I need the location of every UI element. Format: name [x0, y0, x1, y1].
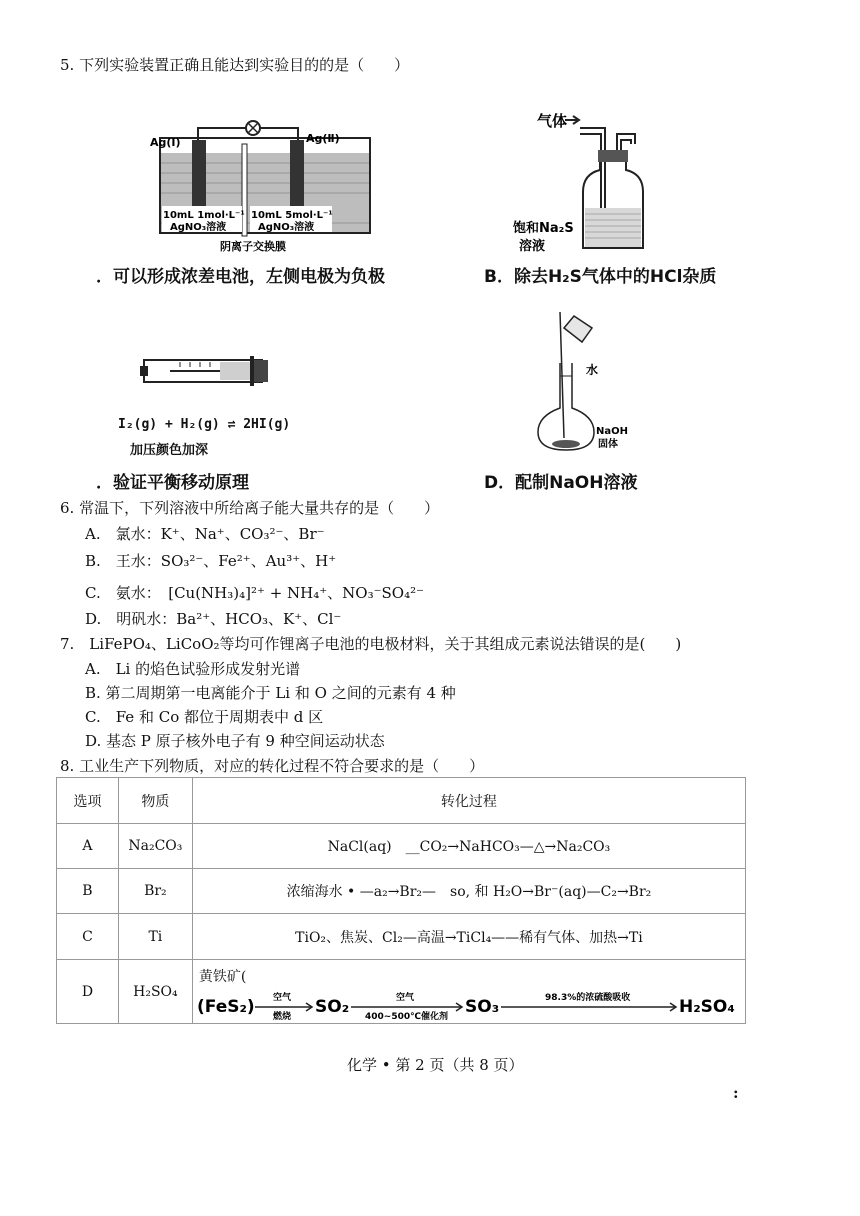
q5-d-caption: D．配制NaOH溶液 [484, 473, 638, 493]
row-d-substance: H₂SO₄ [118, 960, 192, 1024]
row-a-process: NaCl(aq) __CO₂→NaHCO₃—△→Na₂CO₃ [192, 824, 745, 869]
q7-option-d: D. 基态 P 原子核外电子有 9 种空间运动状态 [85, 732, 385, 750]
q5-b-solution-2: 溶液 [519, 239, 546, 254]
table-row [57, 960, 746, 1024]
q7-option-c: C. Fe 和 Co 都位于周期表中 d 区 [85, 708, 324, 726]
q6-option-d: D. 明矾水：Ba²⁺、HCO₃、K⁺、Cl⁻ [85, 610, 342, 628]
flow-arrow1-top: 空气 [272, 993, 291, 1003]
header-process: 转化过程 [192, 778, 745, 824]
q5-a-left-sol-2: AgNO₃溶液 [170, 222, 227, 233]
q5-b-figure [505, 108, 655, 258]
q5-c-syringe [140, 350, 280, 390]
row-d-process [192, 960, 745, 1024]
flow-arrow2-bottom: 400~500℃催化剂 [364, 1012, 448, 1022]
table-header-row [57, 778, 746, 824]
q5-c-equation: I₂(g) + H₂(g) ⇌ 2HI(g) [118, 417, 291, 432]
flow-arrow1-bottom: 燃烧 [272, 1012, 291, 1022]
flow-start: (FeS₂) [196, 997, 255, 1017]
row-d-flow [193, 988, 745, 1022]
row-b-substance: Br₂ [118, 869, 192, 914]
row-a-option: A [57, 824, 119, 869]
row-a-substance: Na₂CO₃ [118, 824, 192, 869]
q5-d-figure [530, 308, 640, 458]
q5-d-solid-1: NaOH [596, 426, 628, 437]
page-footer: 化学 • 第 2 页（共 8 页） [347, 1056, 524, 1074]
q5-c-note: 加压颜色加深 [130, 443, 209, 458]
flow-arrow3-top: 98.3%的浓硫酸吸收 [544, 993, 631, 1003]
flow-mid2: SO₃ [464, 997, 500, 1017]
q5-stem: 5. 下列实验装置正确且能达到实验目的的是（ ） [60, 56, 410, 74]
q6-option-b: B. 王水：SO₃²⁻、Fe²⁺、Au³⁺、H⁺ [85, 552, 337, 570]
q5-a-left-sol-1: 10mL 1mol·L⁻¹ [163, 210, 245, 221]
q7-stem: 7. LiFePO₄、LiCoO₂等均可作锂离子电池的电极材料，关于其组成元素说法错误的是( ) [60, 635, 682, 653]
table-row [57, 824, 746, 869]
q5-a-right-sol-1: 10mL 5mol·L⁻¹ [251, 210, 333, 221]
table-row [57, 914, 746, 960]
flow-mid1: SO₂ [314, 997, 350, 1017]
q5-b-caption: B．除去H₂S气体中的HCl杂质 [484, 267, 717, 287]
q8-table [56, 777, 746, 1024]
row-b-option: B [57, 869, 119, 914]
q5-b-gas: 气体 [537, 112, 568, 130]
q5-b-solution-1: 饱和Na₂S [513, 221, 574, 236]
q5-d-solid-2: 固体 [598, 439, 618, 450]
q5-a-figure [148, 108, 418, 258]
q7-option-a: A. Li 的焰色试验形成发射光谱 [85, 660, 301, 678]
q6-option-c: C. 氨水： [Cu(NH₃)₄]²⁺ + NH₄⁺、NO₃⁻SO₄²⁻ [85, 584, 425, 602]
q5-a-right-electrode: Ag(Ⅱ) [306, 132, 340, 145]
q6-stem: 6. 常温下，下列溶液中所给离子能大量共存的是（ ） [60, 499, 440, 517]
row-d-option: D [57, 960, 119, 1024]
row-c-option: C [57, 914, 119, 960]
q7-option-b: B. 第二周期第一电离能介于 Li 和 O 之间的元素有 4 种 [85, 684, 456, 702]
row-c-process: TiO₂、焦炭、Cl₂—高温→TiCl₄——稀有气体、加热→Ti [192, 914, 745, 960]
flow-arrow2-top: 空气 [395, 993, 414, 1003]
q5-a-left-electrode: Ag(Ⅰ) [150, 136, 181, 149]
corner-mark: : [733, 1084, 739, 1102]
q6-option-a: A. 氯水：K⁺、Na⁺、CO₃²⁻、Br⁻ [85, 525, 325, 543]
row-b-process: 浓缩海水 • —a₂→Br₂— so, 和 H₂O→Br⁻(aq)—C₂→Br₂ [192, 869, 745, 914]
q5-d-water: 水 [586, 363, 599, 377]
table-row [57, 869, 746, 914]
header-option: 选项 [57, 778, 119, 824]
q5-a-membrane: 阴离子交换膜 [220, 240, 286, 253]
row-c-substance: Ti [118, 914, 192, 960]
header-substance: 物质 [118, 778, 192, 824]
row-d-process-label: 黄铁矿( [198, 969, 247, 985]
q5-a-caption: ．可以形成浓差电池，左侧电极为负极 [96, 267, 385, 287]
q5-a-right-sol-2: AgNO₃溶液 [258, 222, 315, 233]
q8-stem: 8. 工业生产下列物质，对应的转化过程不符合要求的是（ ） [60, 757, 485, 775]
flow-end: H₂SO₄ [678, 997, 735, 1017]
q5-c-caption: ．验证平衡移动原理 [96, 473, 249, 493]
